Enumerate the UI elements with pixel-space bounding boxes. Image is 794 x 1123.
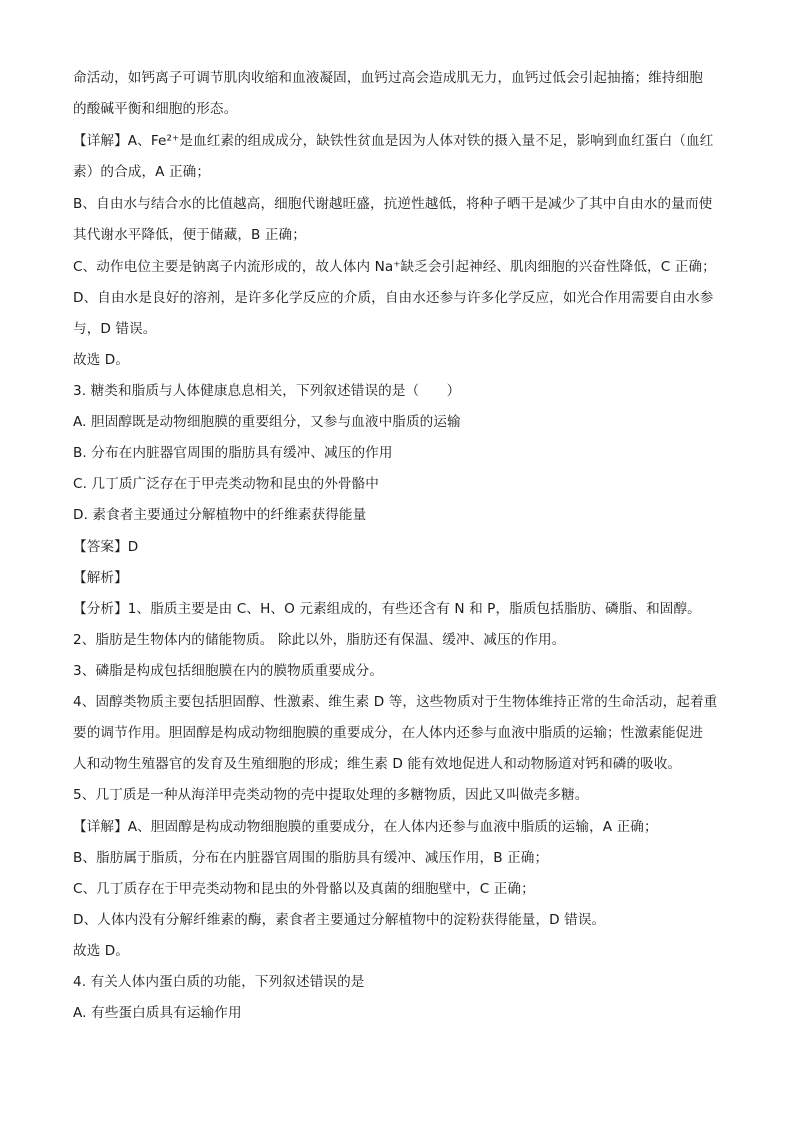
- text-line: B、自由水与结合水的比值越高，细胞代谢越旺盛，抗逆性越低，将种子晒干是减少了其中自由水的量而使: [73, 196, 713, 212]
- text-line: 3、磷脂是构成包括细胞膜在内的膜物质重要成分。: [73, 663, 384, 679]
- text-line: 要的调节作用。胆固醇是构成动物细胞膜的重要成分，在人体内还参与血液中脂质的运输；性激素能促进: [73, 725, 703, 741]
- option-c: C. 几丁质广泛存在于甲壳类动物和昆虫的外骨骼中: [73, 476, 380, 492]
- answer-label: 【答案】D: [73, 539, 139, 555]
- text-line: 【分析】1、脂质主要是由 C、H、O 元素组成的，有些还含有 N 和 P，脂质包括脂肪、磷脂、和固醇。: [73, 601, 701, 617]
- text-line: 4、固醇类物质主要包括胆固醇、性激素、维生素 D 等，这些物质对于生物体维持正常的生命活动，起着重: [73, 694, 718, 710]
- option-d: D. 素食者主要通过分解植物中的纤维素获得能量: [73, 507, 367, 523]
- text-line: 其代谢水平降低，便于储藏，B 正确；: [73, 227, 306, 243]
- text-line: B、脂肪属于脂质，分布在内脏器官周围的脂肪具有缓冲、减压作用，B 正确；: [73, 850, 549, 866]
- text-line: 的酸碱平衡和细胞的形态。: [73, 101, 238, 117]
- option-a: A. 胆固醇既是动物细胞膜的重要组分，又参与血液中脂质的运输: [73, 414, 461, 430]
- text-line: 故选 D。: [73, 352, 130, 368]
- text-line: 素）的合成，A 正确；: [73, 164, 211, 180]
- text-line: 【详解】A、Fe²⁺是血红素的组成成分，缺铁性贫血是因为人体对铁的摄入量不足，影响到血红蛋白（血红: [73, 133, 714, 149]
- option-b: B. 分布在内脏器官周围的脂肪具有缓冲、减压的作用: [73, 445, 393, 461]
- text-line: 命活动，如钙离子可调节肌肉收缩和血液凝固，血钙过高会造成肌无力，血钙过低会引起抽搐；维持细胞: [73, 70, 703, 86]
- text-line: C、动作电位主要是钠离子内流形成的，故人体内 Na⁺缺乏会引起神经、肌肉细胞的兴奋性降低，C 正确；: [73, 259, 716, 275]
- text-line: C、几丁质存在于甲壳类动物和昆虫的外骨骼以及真菌的细胞壁中，C 正确；: [73, 881, 535, 897]
- text-line: 2、脂肪是生物体内的储能物质。 除此以外，脂肪还有保温、缓冲、减压的作用。: [73, 632, 566, 648]
- analysis-label: 【解析】: [73, 570, 128, 586]
- text-line: 与，D 错误。: [73, 321, 157, 337]
- text-line: D、自由水是良好的溶剂，是许多化学反应的介质，自由水还参与许多化学反应，如光合作用需要自由水参: [73, 290, 714, 306]
- option-a: A. 有些蛋白质具有运输作用: [73, 1005, 242, 1021]
- text-line: 人和动物生殖器官的发育及生殖细胞的形成；维生素 D 能有效地促进人和动物肠道对钙和磷的吸收。: [73, 756, 682, 772]
- text-line: 【详解】A、胆固醇是构成动物细胞膜的重要成分，在人体内还参与血液中脂质的运输，A 正确；: [73, 819, 658, 835]
- text-line: D、人体内没有分解纤维素的酶，素食者主要通过分解植物中的淀粉获得能量，D 错误。: [73, 912, 606, 928]
- question-stem: 4. 有关人体内蛋白质的功能，下列叙述错误的是: [73, 974, 365, 990]
- question-stem: 3. 糖类和脂质与人体健康息息相关，下列叙述错误的是（ ）: [73, 383, 461, 399]
- text-line: 故选 D。: [73, 943, 130, 959]
- text-line: 5、几丁质是一种从海洋甲壳类动物的壳中提取处理的多糖物质，因此又叫做壳多糖。: [73, 787, 589, 803]
